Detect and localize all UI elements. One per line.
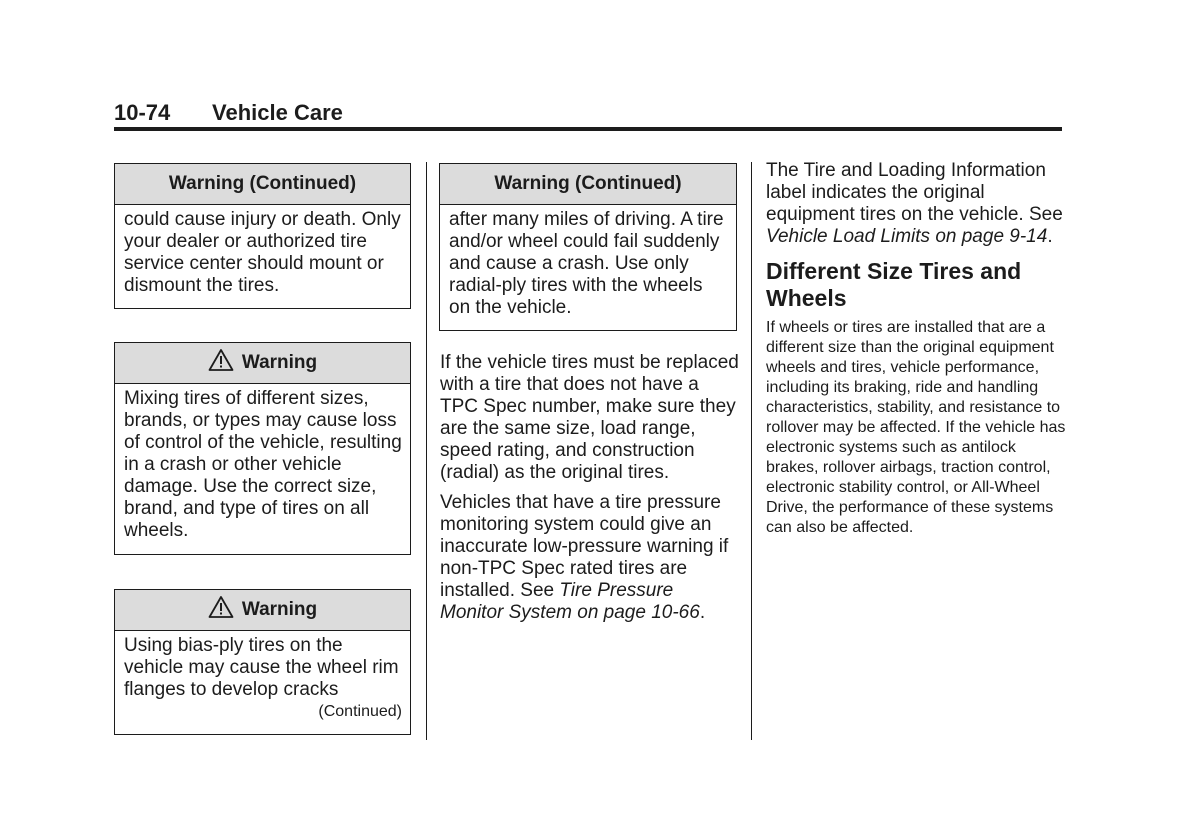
warning-triangle-icon xyxy=(208,595,234,619)
paragraph-end: . xyxy=(699,602,706,623)
column-divider-1 xyxy=(426,162,427,740)
paragraph-text: Vehicles that have a tire pressure monitoring system could give an inaccurate low-pressure warning if non-TPC Spec rated tires are installed. See xyxy=(440,492,729,601)
paragraph-text: The Tire and Loading Information label indicates the original equipment tires on the vehicle. See xyxy=(766,160,1063,225)
page-number: 10-74 xyxy=(114,100,171,125)
paragraph xyxy=(440,492,740,624)
column-3-text xyxy=(766,160,1066,538)
warning-triangle-icon xyxy=(208,348,234,372)
cross-reference-link[interactable]: Vehicle Load Limits on page 9-14 xyxy=(766,226,1048,247)
paragraph xyxy=(766,160,1066,248)
warning-box-bias-ply xyxy=(114,589,411,735)
paragraph: If wheels or tires are installed that are a different size than the original equipment wheels and tires, vehicle performance, including its braking, ride and handling characteristics, stability, and resistance to rollover may be affected. If the vehicle has electronic systems such as antilock brakes, rollover airbags, traction control, electronic stability control, or All-Wheel Drive, the performance of these systems can also be affected. xyxy=(766,319,1066,536)
cross-reference-link[interactable]: Tire Pressure Monitor System on page 10-66 xyxy=(440,580,700,623)
warning-box-title: Warning (Continued) xyxy=(115,164,410,205)
warning-box-text: could cause injury or death. Only your dealer or authorized tire service center should mount or dismount the tires. xyxy=(124,209,401,296)
paragraph-end: . xyxy=(1047,226,1053,247)
column-2-text xyxy=(440,352,740,632)
warning-box-mixing-tires xyxy=(114,342,411,555)
column-divider-2 xyxy=(751,162,752,740)
section-title: Vehicle Care xyxy=(212,100,343,125)
warning-box-title: Warning xyxy=(241,352,318,373)
continued-note: (Continued) xyxy=(318,703,402,720)
paragraph: If the vehicle tires must be replaced with a tire that does not have a TPC Spec number, make sure they are the same size, load range, speed rating, and construction (radial) as the original tires. xyxy=(440,352,739,483)
warning-box-title: Warning (Continued) xyxy=(440,164,736,205)
warning-box-continued xyxy=(114,163,411,309)
warning-box-body-text: Using bias-ply tires on the vehicle may cause the wheel rim flanges to develop cracks xyxy=(124,635,399,700)
warning-box-header xyxy=(115,590,410,631)
warning-box-title: Warning xyxy=(241,599,318,620)
warning-box-text: after many miles of driving. A tire and/or wheel could fail suddenly and cause a crash. Use only radial-ply tires with the wheels on the vehicle. xyxy=(449,209,724,318)
warning-box-header xyxy=(115,343,410,384)
header-rule xyxy=(114,127,1062,131)
warning-box-text: Mixing tires of different sizes, brands, or types may cause loss of control of the vehicle, resulting in a crash or other vehicle damage. Use the correct size, brand, and type of tires on all wheels. xyxy=(124,388,402,541)
page-header xyxy=(114,100,343,126)
warning-box-continued-2 xyxy=(439,163,737,331)
section-heading: Different Size Tires and Wheels xyxy=(766,258,1022,311)
warning-box-text xyxy=(115,631,410,727)
